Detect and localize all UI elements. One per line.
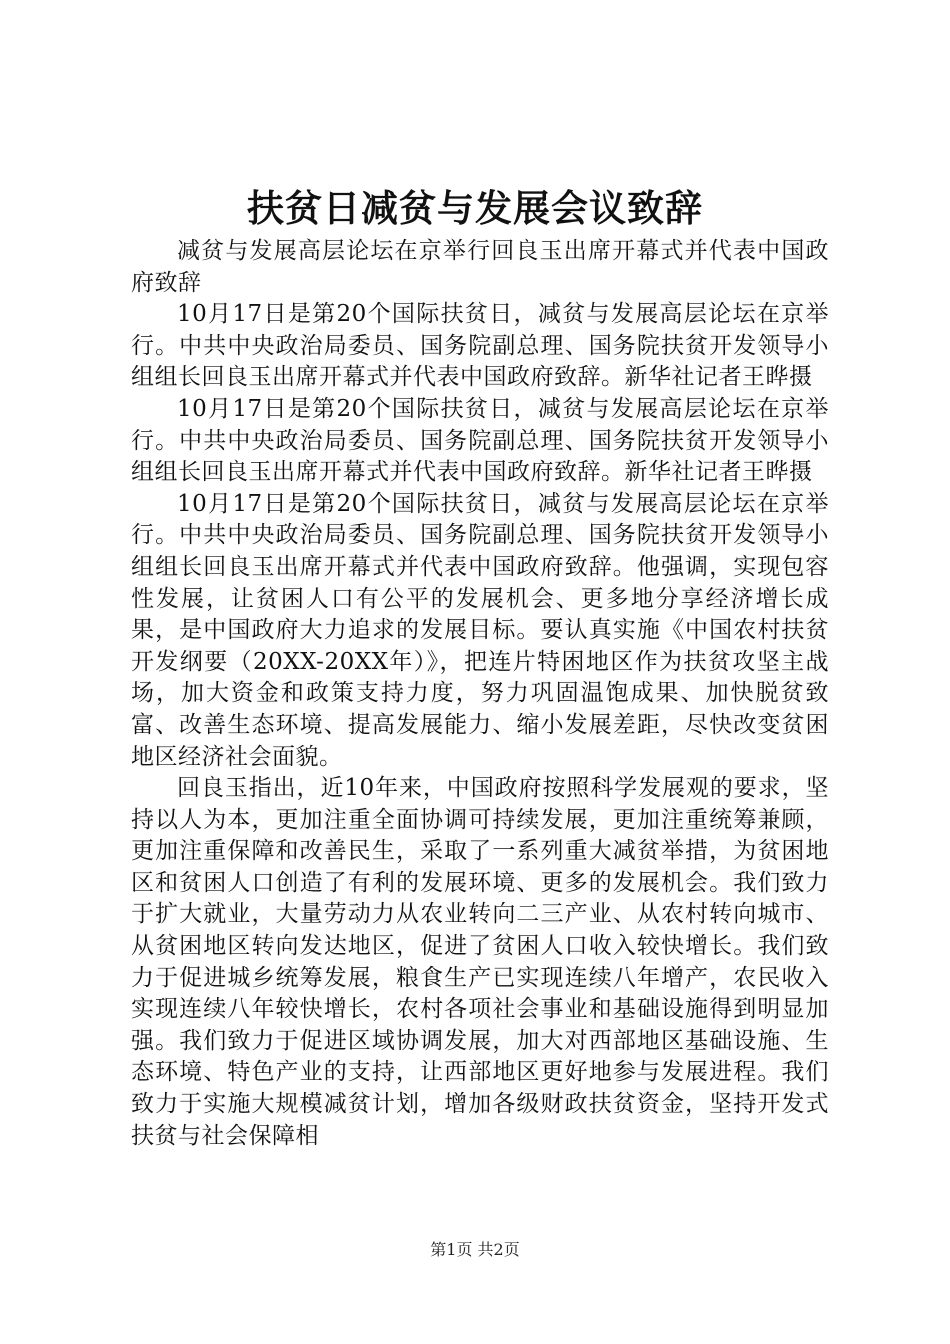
paragraph: 回良玉指出，近10年来，中国政府按照科学发展观的要求，坚持以人为本，更加注重全面协调可持续发展，更加注重统筹兼顾，更加注重保障和改善民生，采取了一系列重大减贫举措，为贫困地区和贫困人口创造了有利的发展环境、更多的发展机会。我们致力于扩大就业，大量劳动力从农业转向二三产业、从农村转向城市、从贫困地区转向发达地区，促进了贫困人口收入较快增长。我们致力于促进城乡统筹发展，粮食生产已实现连续八年增产，农民收入实现连续八年较快增长，农村各项社会事业和基础设施得到明显加强。我们致力于促进区域协调发展，加大对西部地区基础设施、生态环境、特色产业的支持，让西部地区更好地参与发展进程。我们致力于实施大规模减贫计划，增加各级财政扶贫资金，坚持开发式扶贫与社会保障相 [131, 775, 829, 1149]
paragraph: 10月17日是第20个国际扶贫日，减贫与发展高层论坛在京举行。中共中央政治局委员、国务院副总理、国务院扶贫开发领导小组组长回良玉出席开幕式并代表中国政府致辞。新华社记者王晔摄 [131, 301, 829, 391]
paragraph: 10月17日是第20个国际扶贫日，减贫与发展高层论坛在京举行。中共中央政治局委员、国务院副总理、国务院扶贫开发领导小组组长回良玉出席开幕式并代表中国政府致辞。新华社记者王晔摄 [131, 395, 829, 486]
document-title: 扶贫日减贫与发展会议致辞 [247, 186, 703, 230]
paragraph: 10月17日是第20个国际扶贫日，减贫与发展高层论坛在京举行。中共中央政治局委员、国务院副总理、国务院扶贫开发领导小组组长回良玉出席开幕式并代表中国政府致辞。他强调，实现包容性发展，让贫困人口有公平的发展机会、更多地分享经济增长成果，是中国政府大力追求的发展目标。要认真实施《中国农村扶贫开发纲要（20XX-20XX年）》，把连片特困地区作为扶贫攻坚主战场，加大资金和政策支持力度，努力巩固温饱成果、加快脱贫致富、改善生态环境、提高发展能力、缩小发展差距，尽快改变贫困地区经济社会面貌。 [131, 490, 829, 770]
paragraph: 减贫与发展高层论坛在京举行回良玉出席开幕式并代表中国政府致辞 [131, 238, 829, 296]
page-footer: 第1页 共2页 [430, 1240, 520, 1259]
document-body [131, 236, 829, 1152]
